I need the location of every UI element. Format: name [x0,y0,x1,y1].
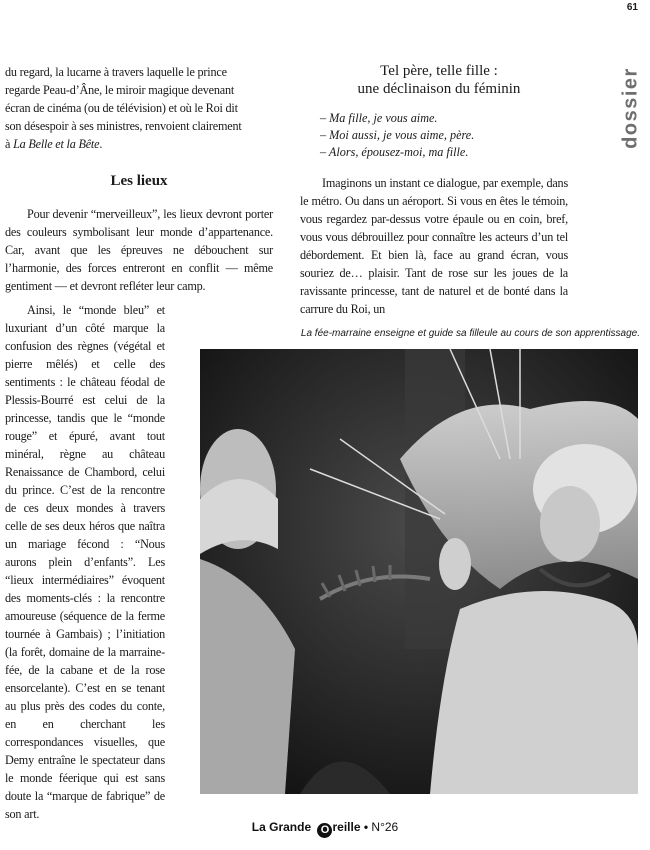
intro-line-last: à La Belle et la Bête. [5,137,103,151]
feminin-paragraph: Imaginons un instant ce dialogue, par exemple, dans le métro. Ou dans un aéroport. Si vous en êtes le témoin, vous regardez par-dessus votre épaule ou en coin, bref, vous vous débrouillez pour connaître les acteurs d’un tel débordement. Et bien là, face au grand écran, vous souriez de… plaisir. Tant de rose sur les joues de la ravissante princesse, tant de naturel et de bonté dans la carrure du Roi, un [300,176,568,316]
feminin-heading-line-1: Tel père, telle fille : [380,63,498,79]
intro-line: son désespoir à ses ministres, renvoient clairement [5,119,242,133]
dialogue-quote [320,110,570,161]
intro-line: du regard, la lucarne à travers laquelle le prince [5,65,227,79]
magazine-name-part2: reille [332,820,361,834]
film-title: La Belle et la Bête [13,137,100,151]
dialogue-line: – Alors, épousez-moi, ma fille. [320,145,469,159]
feminin-heading-line-2: une déclinaison du féminin [357,81,521,97]
footer-separator: • [363,820,369,834]
lieux-paragraph-1-block [5,205,273,295]
photo-caption: La fée-marraine enseigne et guide sa filleule au cours de son apprentissage. [300,328,640,339]
film-still-illustration [200,349,638,794]
intro-line: écran de cinéma (ou de télévision) et où le Roi dit [5,101,238,115]
intro-line: regarde Peau-d’Âne, le miroir magique devenant [5,83,235,97]
feminin-body-block [300,174,568,318]
issue-number: N°26 [371,820,399,834]
dialogue-line: – Moi aussi, je vous aime, père. [320,128,475,142]
magazine-footer [0,820,650,838]
section-heading-feminin [306,62,572,98]
magazine-logo-o: O [317,823,332,838]
film-still-photo [200,349,638,794]
section-heading-lieux: Les lieux [110,173,168,189]
dialogue-line: – Ma fille, je vous aime. [320,111,438,125]
lieux-paragraph-2: Ainsi, le “monde bleu” et luxuriant d’un côté marque la confusion des règnes (végétal et pierre mêlés) et celle des sentiments : le château féodal de Plessis-Bourré est celui de la princesse, tandis que le “monde rouge” et épuré, avant tout minéral, règne au château Renaissance de Chambord, celui du prince. C’est de la rencontre de ces deux mondes à travers celle de ses deux héros que naîtra un mariage fécond : “Nous aurons plein d’enfants”. Les “lieux intermédiaires” évoquent des moments-clés : la rencontre amoureuse (séquence de la ferme tournée à Gambais) ; l’initiation (la forêt, domaine de la marraine-fée, de la cabane et de la rose ensorcelante). C’est en se tenant au plus près des codes du conte, en en cherchant les correspondances visuelles, que Demy entraîne le spectateur dans le monde féerique qui est sans doute la “marque de fabrique” de son art. [5,303,165,821]
magazine-name-part1: La Grande [251,820,312,834]
lieux-paragraph-2-block [5,301,165,823]
lieux-paragraph-1: Pour devenir “merveilleux”, les lieux devront porter des couleurs symbolisant leur monde d’appartenance. Car, avant que les épreuves ne débouchent sur l’harmonie, des forces entreront en conflit — même gentiment — et devront refléter leur camp. [5,207,273,293]
section-label-text: dossier [619,67,642,149]
intro-continuation [5,63,273,153]
section-label [617,58,645,158]
page-number: 61 [626,2,638,13]
